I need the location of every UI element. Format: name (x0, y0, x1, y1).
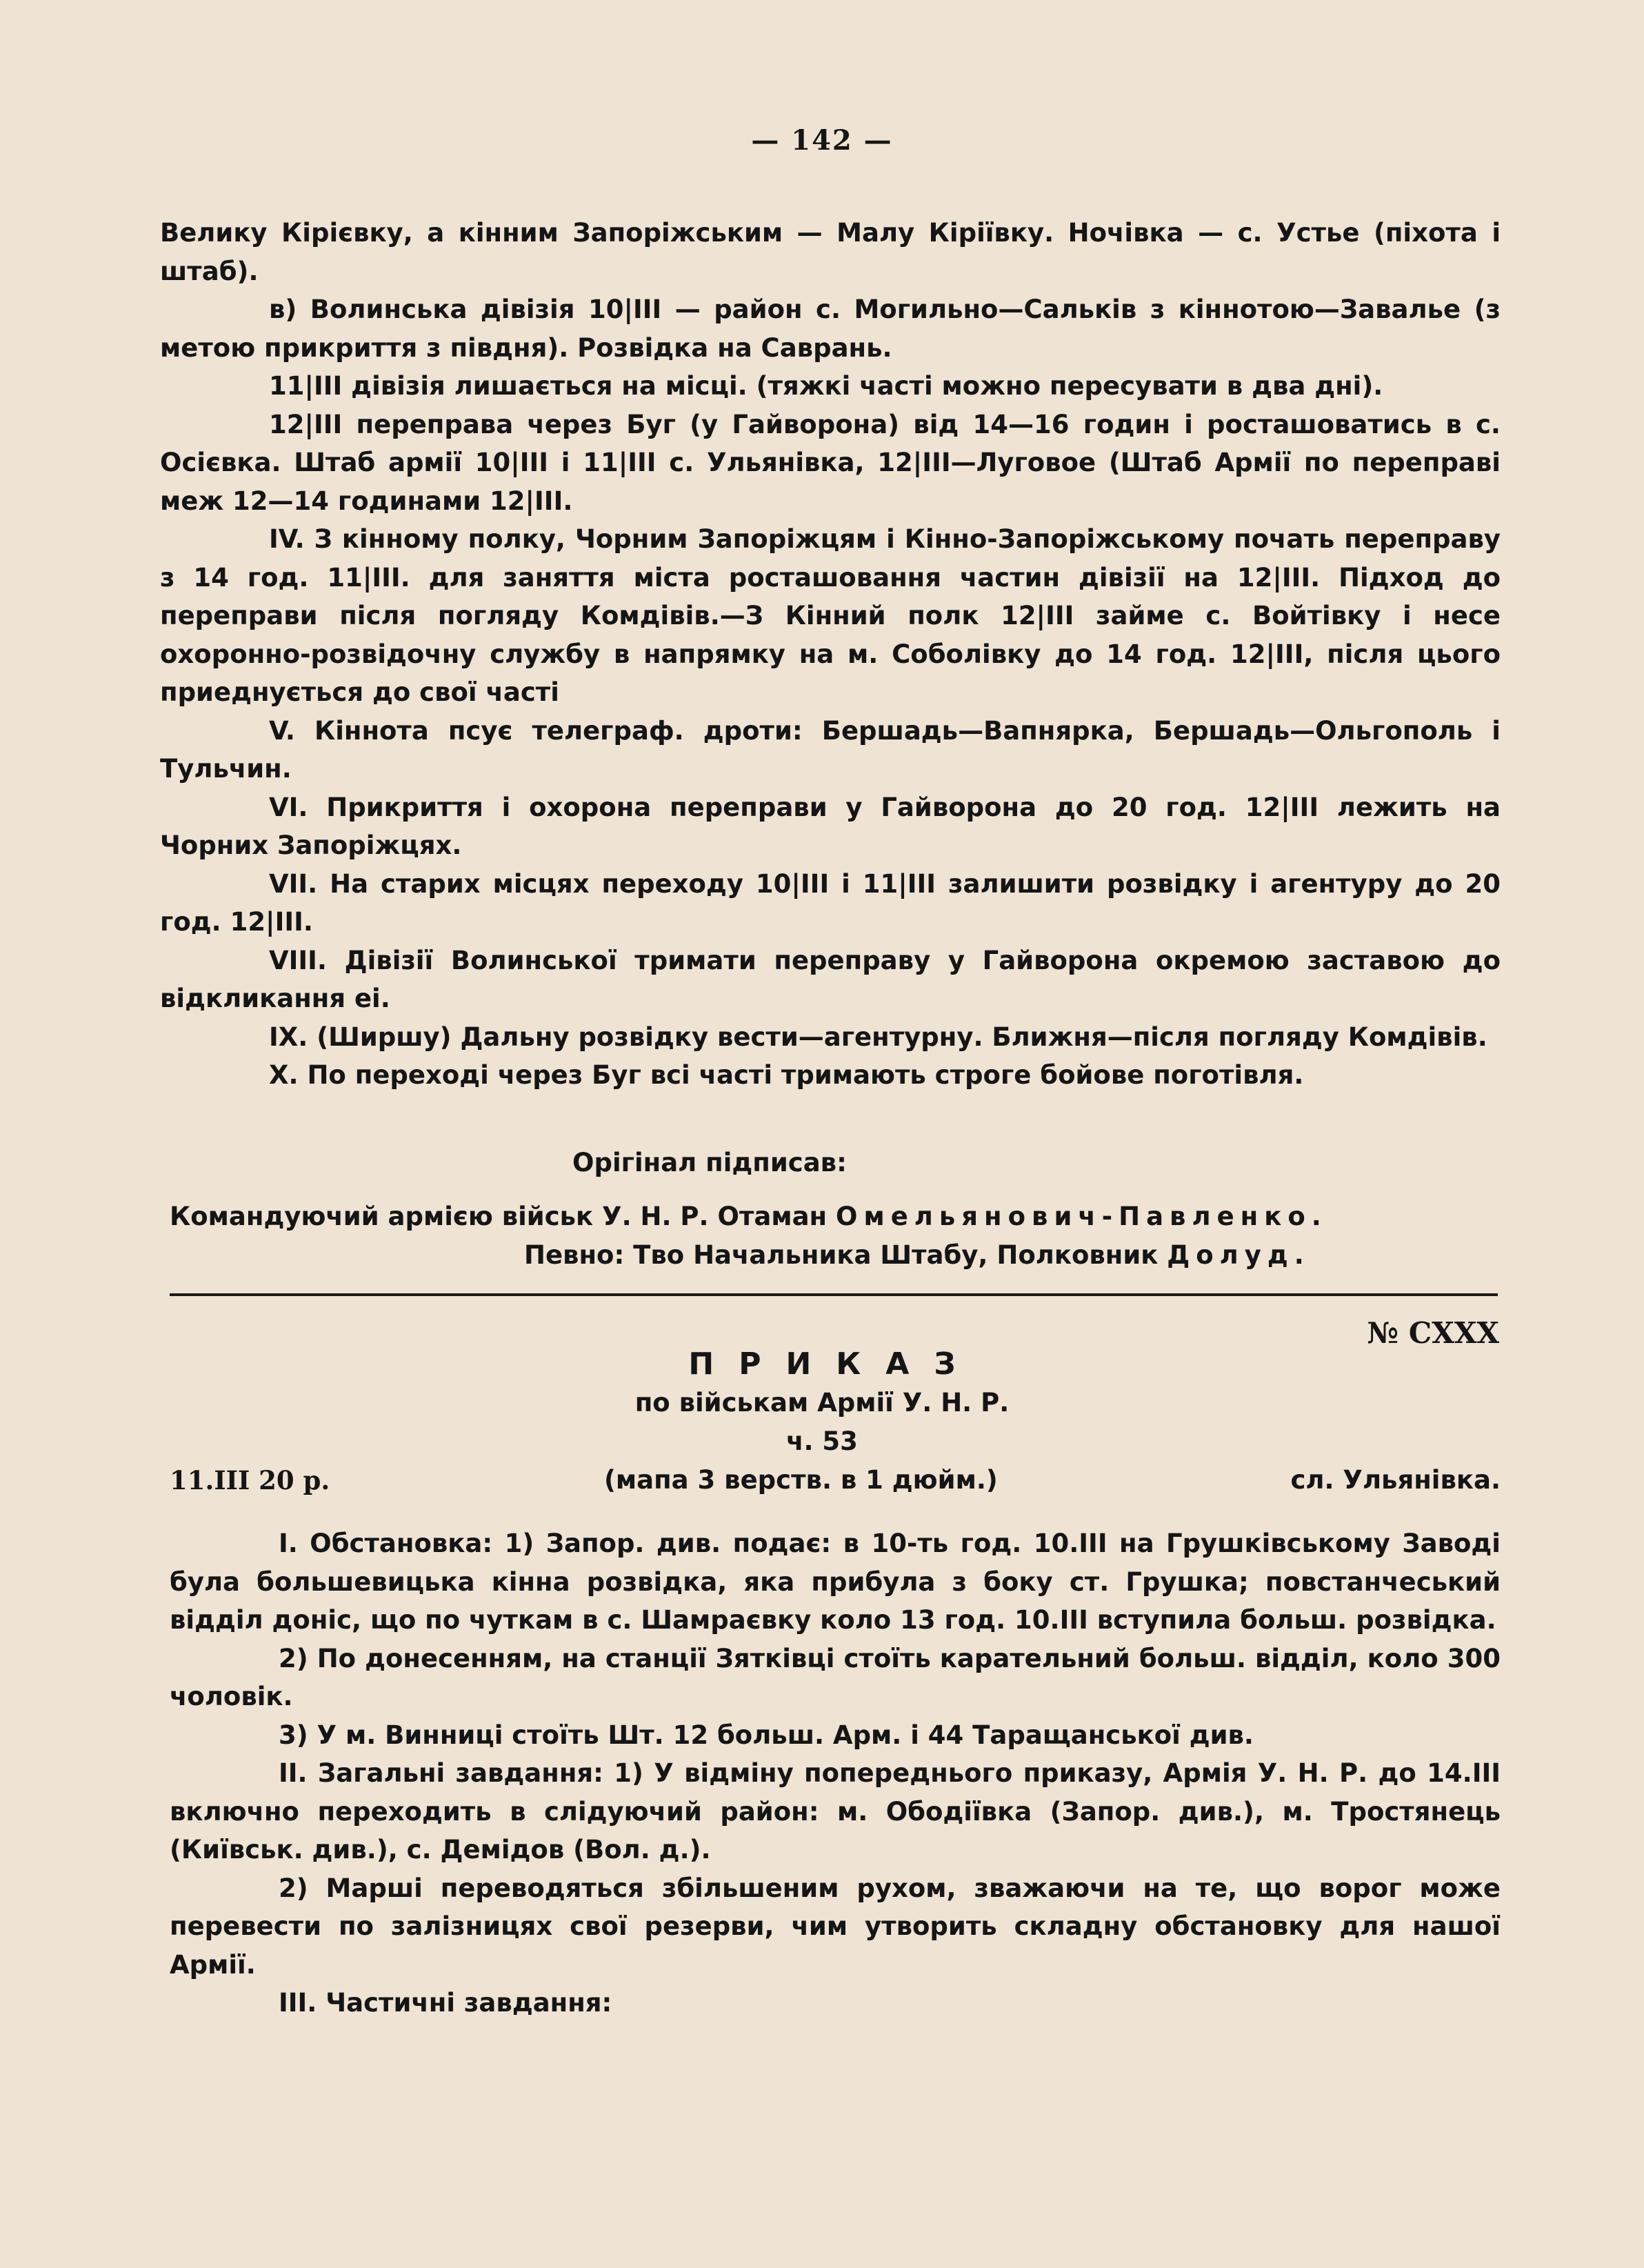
signature-label: Орігінал підписав: (572, 1148, 847, 1177)
page-number: — 142 — (751, 124, 893, 157)
order-place: сл. Ульянівка. (1290, 1465, 1501, 1495)
paragraph: 12|III переправа через Буг (у Гайворона) від 14—16 годин і росташоватись в с. Осієвка. Штаб армії 10|III і 11|III с. Ульянівка, 12|III—Луговое (Штаб Армії по переправі меж 12—14 годинами 12|III. (160, 409, 1501, 516)
paragraph: 2) По донесенням, на станції Зятківці стоїть карательний больш. відділ, коло 300 чоловік. (170, 1643, 1501, 1711)
paragraph: VI. Прикриття і охорона переправи у Гайворона до 20 год. 12|III лежить на Чорних Запоріжцях. (160, 792, 1501, 860)
order-dateline (170, 1465, 1501, 1504)
paragraph: IX. (Ширшу) Дальну розвідку вести—агентурну. Ближня—після погляду Комдівів. (269, 1022, 1487, 1052)
order-title: ПРИКАЗ (688, 1346, 981, 1382)
signature-commander (170, 1202, 1480, 1231)
paragraph: V. Кіннота псує телеграф. дроти: Бершадь—Вапнярка, Бершадь—Ольгополь і Тульчин. (160, 715, 1501, 784)
commander-name: Омельянович-Павленко. (836, 1202, 1327, 1231)
paragraph: VIII. Дівізії Волинської тримати переправу у Гайворона окремою заставою до відкликання ei. (160, 945, 1501, 1013)
order-number: № CXXX (1367, 1316, 1499, 1350)
paragraph: в) Волинська дівізія 10|III — район с. Могильно—Сальків з кіннотою—Завалье (з метою прикриття з півдня). Розвідка на Саврань. (160, 295, 1501, 363)
paragraph: 3) У м. Винниці стоїть Шт. 12 больш. Арм. і 44 Таращанської див. (279, 1720, 1254, 1750)
paragraph: 2) Марші переводяться збільшеним рухом, зважаючи на те, що ворог може перевести по залізницях свої резерви, чим утворить складну обстановку для нашої Армії. (170, 1873, 1501, 1980)
paragraph: X. По переході через Буг всі часті тримають строге бойове поготівля. (269, 1060, 1304, 1090)
order-continuation-text (160, 214, 1501, 1095)
signature-true-copy (524, 1240, 1310, 1270)
paragraph: II. Загальні завдання: 1) У відміну попереднього приказу, Армія У. Н. Р. до 14.III включно переходить в слідуючий район: м. Ободіївка (Запор. див.), м. Тростянець (Київськ. див.), с. Демідов (Вол. д.). (170, 1758, 1501, 1864)
commander-title: Командуючий армією військ У. Н. Р. Отаман (170, 1202, 836, 1231)
order-part: ч. 53 (786, 1426, 858, 1456)
true-copy-title: Певно: Тво Начальника Штабу, Полковник (524, 1240, 1167, 1270)
paragraph: Велику Кірієвку, а кінним Запоріжським — Малу Кіріївку. Ночівка — с. Устье (піхота і штаб). (160, 218, 1501, 286)
order-body-text (170, 1524, 1501, 2022)
paragraph: 11|III дівізія лишається на місці. (тяжкі часті можно пересувати в два дні). (269, 371, 1383, 401)
paragraph: IV. З кінному полку, Чорним Запоріжцям і Кінно-Запоріжському почать переправу з 14 год. 11|III. для заняття міста росташовання частин дівізії на 12|III. Підход до переправи після погляду Комдівів.—З Кінний полк 12|III займе с. Войтівку і несе охоронно-розвідочну службу в напрямку на м. Соболівку до 14 год. 12|III, після цього приеднується до свої часті (160, 524, 1501, 707)
paragraph: I. Обстановка: 1) Запор. див. подає: в 10-ть год. 10.III на Грушківському Заводі була большевицька кінна розвідка, яка прибула з боку ст. Грушка; повстанчеський відділ доніс, що по чуткам в с. Шамраєвку коло 13 год. 10.III вступила больш. розвідка. (170, 1529, 1501, 1635)
paragraph: VII. На старих місцях переходу 10|III і 11|III залишити розвідку і агентуру до 20 год. 12|III. (160, 868, 1501, 937)
order-subtitle: по військам Армії У. Н. Р. (634, 1388, 1010, 1418)
section-divider (170, 1293, 1498, 1296)
paragraph: III. Частичні завдання: (279, 1988, 612, 2018)
true-copy-name: Долуд. (1167, 1240, 1310, 1270)
order-map-note: (мапа 3 верств. в 1 дюйм.) (604, 1465, 998, 1495)
order-date: 11.III 20 р. (170, 1465, 330, 1495)
